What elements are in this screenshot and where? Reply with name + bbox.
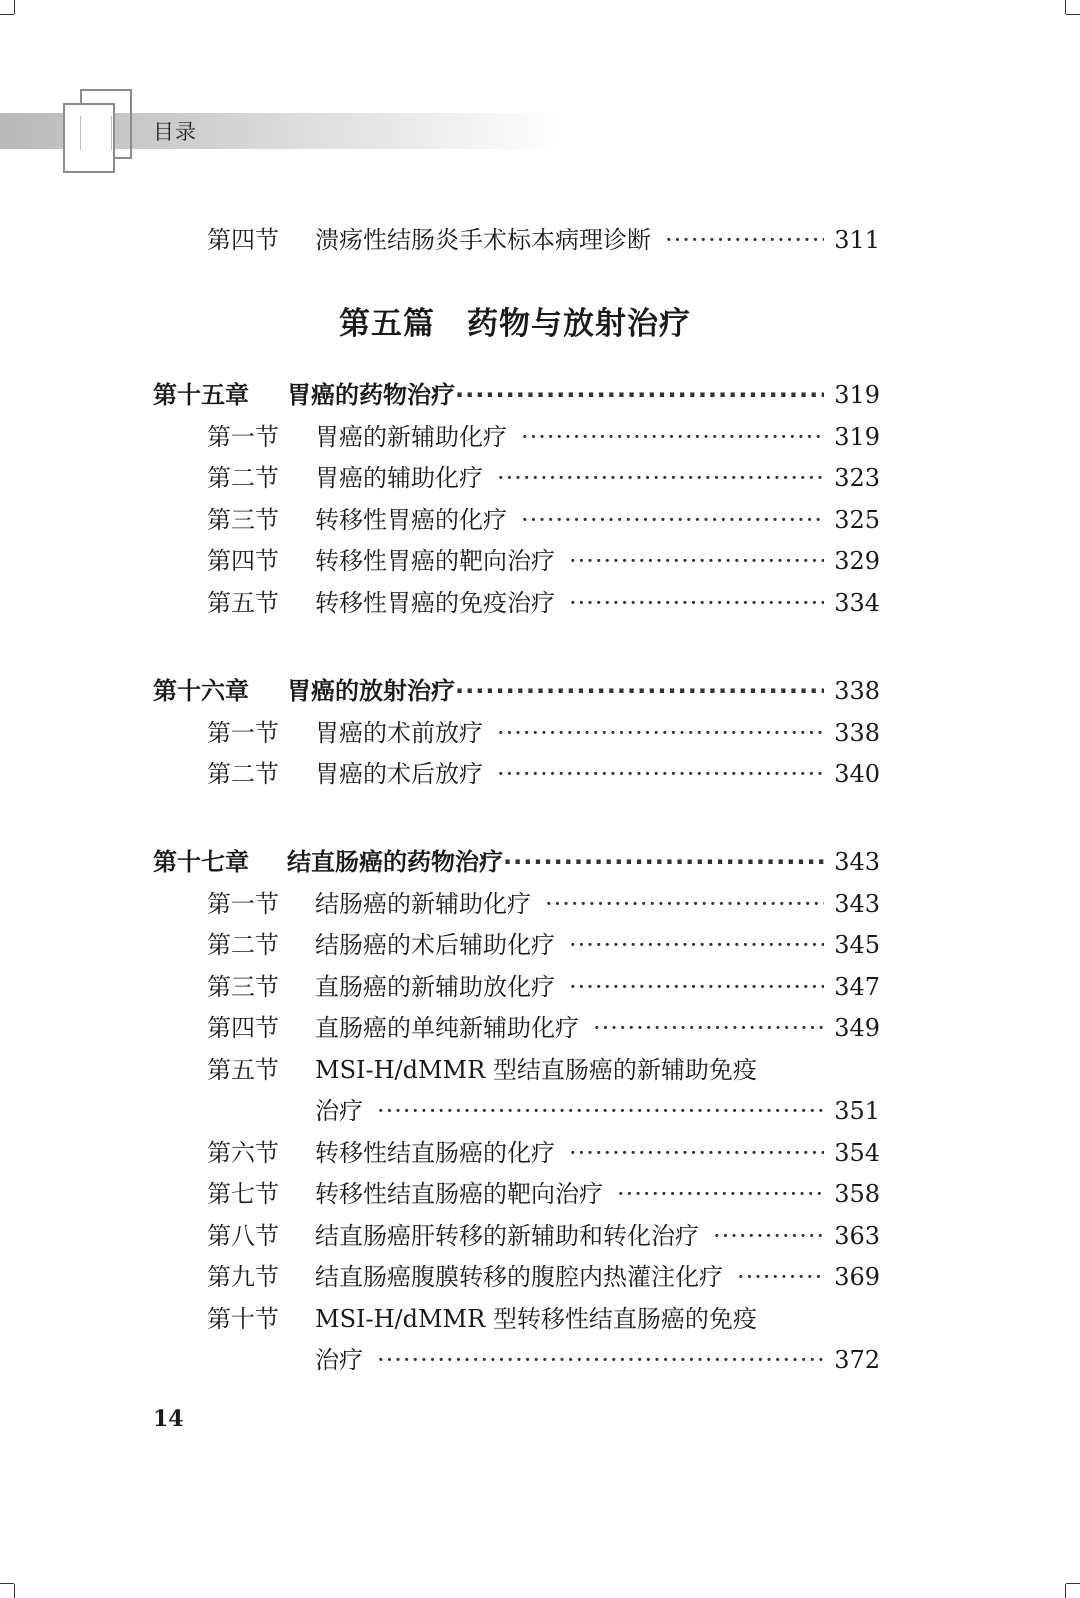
dot-leader [521,505,824,535]
section-title: 溃疡性结肠炎手术标本病理诊断 [315,226,651,254]
chapter-page: 319 [834,381,880,409]
section-page: 334 [834,589,880,617]
section-number: 第二节 [207,931,279,959]
dot-leader [503,847,824,877]
dot-leader [497,463,824,493]
section-page: 354 [834,1139,880,1167]
section-page: 347 [834,973,880,1001]
toc-section[interactable] [207,422,880,452]
dot-leader [545,889,824,919]
toc-section-continuation[interactable] [315,1345,880,1375]
section-page: 323 [834,464,880,492]
section-page: 358 [834,1180,880,1208]
dot-leader [569,1138,824,1168]
section-number: 第四节 [207,1014,279,1042]
section-page: 343 [834,890,880,918]
crop-mark [1066,14,1080,15]
dot-leader [455,380,824,410]
toc-section-continuation[interactable] [315,1096,880,1126]
section-title: MSI-H/dMMR 型转移性结直肠癌的免疫 [315,1305,757,1333]
dot-leader [569,588,824,618]
section-page: 372 [834,1346,880,1374]
section-title: 直肠癌的单纯新辅助化疗 [315,1014,579,1042]
section-title: 转移性胃癌的靶向治疗 [315,547,555,575]
toc-section[interactable] [207,718,880,748]
dot-leader [569,930,824,960]
dot-leader [497,759,824,789]
header-label: 目录 [153,120,197,144]
section-title: 结直肠癌腹膜转移的腹腔内热灌注化疗 [315,1263,723,1291]
toc-section[interactable] [207,588,880,618]
section-number: 第五节 [207,589,279,617]
chapter-number: 第十六章 [153,677,249,705]
toc-section[interactable] [207,889,880,919]
section-page: 363 [834,1222,880,1250]
section-number: 第四节 [207,547,279,575]
section-title: 结直肠癌肝转移的新辅助和转化治疗 [315,1222,699,1250]
section-title: 转移性结直肠癌的化疗 [315,1139,555,1167]
section-number: 第三节 [207,973,279,1001]
crop-mark [14,1584,15,1598]
section-title: 胃癌的术后放疗 [315,760,483,788]
section-page: 319 [834,423,880,451]
crop-mark [1066,1583,1080,1584]
section-number: 第十节 [207,1305,279,1333]
crop-mark [0,14,14,15]
section-number: 第七节 [207,1180,279,1208]
page-number: 14 [153,1406,184,1432]
section-page: 349 [834,1014,880,1042]
crop-mark [1065,0,1066,14]
dot-leader [737,1262,824,1292]
chapter-title: 结直肠癌的药物治疗 [287,848,503,876]
section-title: 胃癌的新辅助化疗 [315,423,507,451]
toc-section[interactable] [207,972,880,1002]
dot-leader [713,1221,824,1251]
dot-leader [455,676,824,706]
chapter-page: 338 [834,677,880,705]
section-number: 第三节 [207,506,279,534]
dot-leader [497,718,824,748]
crop-mark [1065,1584,1066,1598]
toc-section[interactable] [207,1013,880,1043]
section-number: 第四节 [207,226,279,254]
toc-chapter[interactable] [153,380,880,410]
section-number: 第八节 [207,1222,279,1250]
section-title-continuation: 治疗 [315,1097,363,1125]
toc-section[interactable] [207,1262,880,1292]
header-ornament-bar [80,116,112,150]
section-title: 胃癌的辅助化疗 [315,464,483,492]
section-title: 结肠癌的新辅助化疗 [315,890,531,918]
chapter-number: 第十七章 [153,848,249,876]
section-title-continuation: 治疗 [315,1346,363,1374]
section-page: 351 [834,1097,880,1125]
dot-leader [665,225,824,255]
toc-section[interactable] [207,759,880,789]
dot-leader [377,1345,824,1375]
dot-leader [617,1179,824,1209]
toc-section[interactable] [207,225,880,255]
dot-leader [377,1096,824,1126]
section-page: 338 [834,719,880,747]
section-title: 转移性胃癌的化疗 [315,506,507,534]
section-number: 第一节 [207,890,279,918]
section-title: 转移性结直肠癌的靶向治疗 [315,1180,603,1208]
chapter-page: 343 [834,848,880,876]
section-page: 329 [834,547,880,575]
toc-section[interactable] [207,1055,880,1085]
section-number: 第二节 [207,760,279,788]
section-page: 325 [834,506,880,534]
part-title: 第五篇 药物与放射治疗 [339,306,691,342]
section-number: 第二节 [207,464,279,492]
toc-section[interactable] [207,1179,880,1209]
crop-mark [14,0,15,14]
section-title: 结肠癌的术后辅助化疗 [315,931,555,959]
section-number: 第九节 [207,1263,279,1291]
toc-section[interactable] [207,1304,880,1334]
chapter-title: 胃癌的放射治疗 [287,677,455,705]
toc-section[interactable] [207,463,880,493]
section-title: 直肠癌的新辅助放化疗 [315,973,555,1001]
section-title: 转移性胃癌的免疫治疗 [315,589,555,617]
toc-section[interactable] [207,546,880,576]
dot-leader [569,546,824,576]
section-number: 第六节 [207,1139,279,1167]
toc-section[interactable] [207,1221,880,1251]
section-page: 311 [834,226,880,254]
section-page: 340 [834,760,880,788]
section-page: 369 [834,1263,880,1291]
dot-leader [593,1013,824,1043]
chapter-number: 第十五章 [153,381,249,409]
crop-mark [0,1583,14,1584]
dot-leader [521,422,824,452]
toc-section[interactable] [207,505,880,535]
section-number: 第一节 [207,719,279,747]
toc-chapter[interactable] [153,847,880,877]
toc-section[interactable] [207,930,880,960]
section-number: 第一节 [207,423,279,451]
chapter-title: 胃癌的药物治疗 [287,381,455,409]
section-title: MSI-H/dMMR 型结直肠癌的新辅助免疫 [315,1056,757,1084]
section-number: 第五节 [207,1056,279,1084]
toc-chapter[interactable] [153,676,880,706]
toc-section[interactable] [207,1138,880,1168]
dot-leader [569,972,824,1002]
section-page: 345 [834,931,880,959]
section-title: 胃癌的术前放疗 [315,719,483,747]
